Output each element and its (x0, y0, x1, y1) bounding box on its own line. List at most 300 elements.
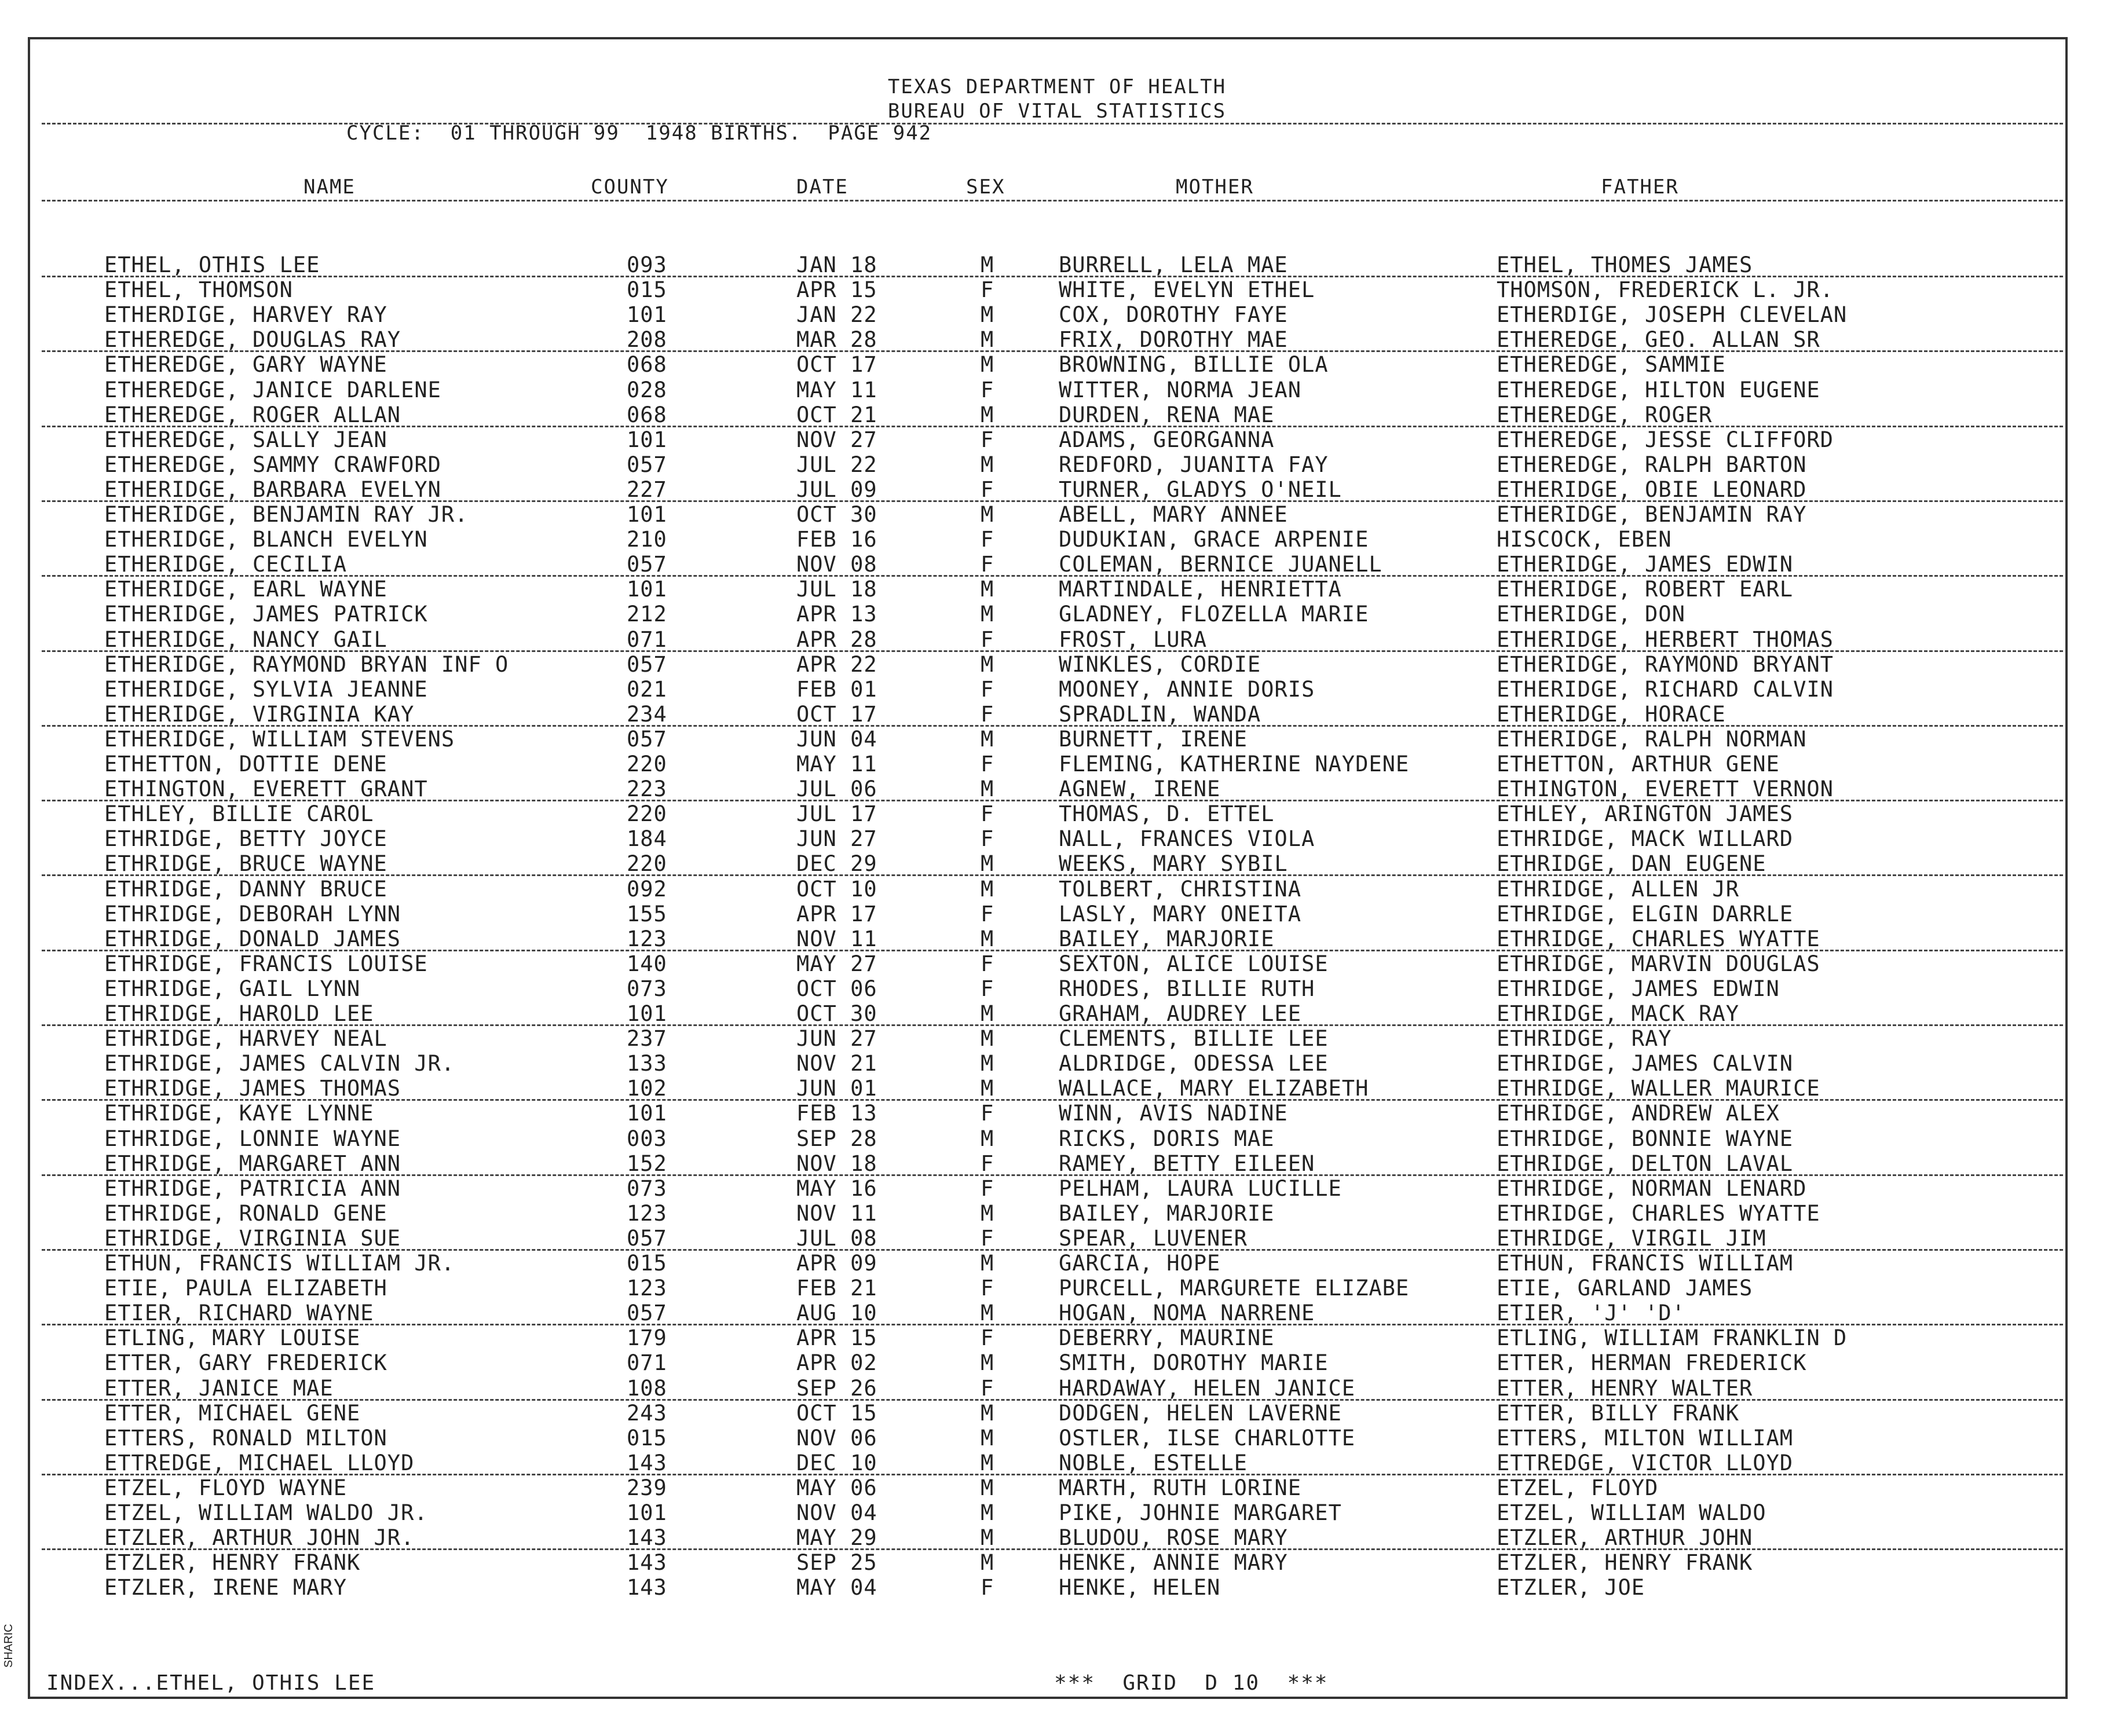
cell-father: ETHRIDGE, BONNIE WAYNE (1497, 1126, 1794, 1151)
cell-date: JUL 09 (796, 477, 877, 502)
cell-mother: SPEAR, LUVENER (1059, 1225, 1248, 1251)
cell-mother: WALLACE, MARY ELIZABETH (1059, 1076, 1369, 1101)
cell-mother: GRAHAM, AUDREY LEE (1059, 1001, 1301, 1026)
cell-father: ETHERIDGE, RAYMOND BRYANT (1497, 651, 1834, 677)
cell-name: ETHEREDGE, DOUGLAS RAY (104, 327, 401, 353)
cell-name: ETHRIDGE, LONNIE WAYNE (104, 1126, 401, 1151)
cell-date: DEC 29 (796, 851, 877, 877)
cell-father: ETHLEY, ARINGTON JAMES (1497, 801, 1794, 827)
cell-date: MAY 16 (796, 1175, 877, 1201)
cell-date: FEB 01 (796, 676, 877, 702)
cell-date: APR 13 (796, 602, 877, 627)
cell-date: NOV 08 (796, 552, 877, 577)
cell-sex: F (981, 427, 994, 452)
table-row (0, 1376, 2114, 1400)
cell-date: APR 22 (796, 651, 877, 677)
index-footer: INDEX...ETHEL, OTHIS LEE (46, 1671, 376, 1695)
cell-mother: TURNER, GLADYS O'NEIL (1059, 477, 1342, 502)
table-row (0, 1350, 2114, 1375)
cell-father: ETTER, BILLY FRANK (1497, 1400, 1739, 1426)
cell-county: 101 (627, 577, 667, 602)
cell-name: ETIE, PAULA ELIZABETH (104, 1276, 387, 1301)
cell-name: ETHERIDGE, VIRGINIA KAY (104, 701, 415, 727)
cell-mother: WHITE, EVELYN ETHEL (1059, 277, 1315, 303)
cell-name: ETHRIDGE, VIRGINIA SUE (104, 1225, 401, 1251)
cell-county: 073 (627, 1175, 667, 1201)
table-row (0, 777, 2114, 801)
cell-county: 239 (627, 1475, 667, 1500)
table-row (0, 1301, 2114, 1325)
cell-father: ETHRIDGE, JAMES CALVIN (1497, 1051, 1794, 1076)
table-row (0, 1401, 2114, 1425)
cell-name: ETTERS, RONALD MILTON (104, 1425, 387, 1451)
cell-sex: F (981, 277, 994, 303)
cell-father: ETTER, HENRY WALTER (1497, 1375, 1753, 1401)
cell-mother: DURDEN, RENA MAE (1059, 402, 1275, 427)
cell-sex: F (981, 1175, 994, 1201)
cell-sex: F (981, 901, 994, 926)
cell-mother: TOLBERT, CHRISTINA (1059, 876, 1301, 902)
cell-name: ETHRIDGE, MARGARET ANN (104, 1151, 401, 1176)
table-row (0, 801, 2114, 826)
cell-sex: M (981, 402, 994, 427)
cell-sex: F (981, 1225, 994, 1251)
cell-date: OCT 15 (796, 1400, 877, 1426)
cell-sex: M (981, 926, 994, 951)
cell-county: 220 (627, 752, 667, 777)
table-row (0, 902, 2114, 926)
cell-mother: ABELL, MARY ANNEE (1059, 502, 1288, 527)
cell-sex: M (981, 1350, 994, 1376)
cell-mother: RHODES, BILLIE RUTH (1059, 976, 1315, 1001)
cell-mother: PIKE, JOHNIE MARGARET (1059, 1500, 1342, 1525)
cell-sex: M (981, 577, 994, 602)
cell-county: 208 (627, 327, 667, 353)
table-row (0, 427, 2114, 452)
cell-county: 015 (627, 1251, 667, 1276)
cell-county: 143 (627, 1525, 667, 1551)
cell-sex: F (981, 1276, 994, 1301)
table-row (0, 502, 2114, 526)
cell-father: ETIE, GARLAND JAMES (1497, 1276, 1753, 1301)
column-header-sex: SEX (966, 175, 1005, 199)
cell-sex: M (981, 1301, 994, 1326)
cell-date: OCT 10 (796, 876, 877, 902)
cell-date: JUL 17 (796, 801, 877, 827)
cell-county: 015 (627, 1425, 667, 1451)
cell-county: 227 (627, 477, 667, 502)
cell-date: NOV 18 (796, 1151, 877, 1176)
cell-name: ETHRIDGE, HARVEY NEAL (104, 1026, 387, 1052)
table-row (0, 277, 2114, 302)
cell-county: 133 (627, 1051, 667, 1076)
table-row (0, 1276, 2114, 1300)
cell-name: ETHERIDGE, JAMES PATRICK (104, 602, 428, 627)
cell-name: ETHRIDGE, DONALD JAMES (104, 926, 401, 951)
cell-date: APR 02 (796, 1350, 877, 1376)
cell-mother: SPRADLIN, WANDA (1059, 701, 1261, 727)
cell-sex: F (981, 1325, 994, 1351)
cell-county: 152 (627, 1151, 667, 1176)
cell-mother: BLUDOU, ROSE MARY (1059, 1525, 1288, 1551)
table-row (0, 1500, 2114, 1525)
cell-mother: OSTLER, ILSE CHARLOTTE (1059, 1425, 1356, 1451)
cell-father: ETHRIDGE, CHARLES WYATTE (1497, 926, 1820, 951)
cell-father: ETHEREDGE, SAMMIE (1497, 352, 1726, 378)
cell-date: OCT 06 (796, 976, 877, 1001)
cell-sex: M (981, 1525, 994, 1551)
cell-name: ETHEL, THOMSON (104, 277, 293, 303)
cell-father: ETHERIDGE, HORACE (1497, 701, 1726, 727)
cell-sex: M (981, 602, 994, 627)
cell-mother: BURRELL, LELA MAE (1059, 252, 1288, 277)
cell-date: JUL 06 (796, 777, 877, 802)
cell-mother: PURCELL, MARGURETE ELIZABE (1059, 1276, 1410, 1301)
cell-sex: M (981, 1550, 994, 1576)
cell-name: ETHERIDGE, NANCY GAIL (104, 627, 387, 652)
table-row (0, 1426, 2114, 1450)
cell-date: MAY 04 (796, 1575, 877, 1601)
cell-sex: F (981, 627, 994, 652)
cell-sex: F (981, 976, 994, 1001)
cell-date: APR 09 (796, 1251, 877, 1276)
cell-father: ETHEREDGE, HILTON EUGENE (1497, 377, 1820, 402)
cell-father: ETHEREDGE, GEO. ALLAN SR (1497, 327, 1820, 353)
cell-sex: M (981, 1001, 994, 1026)
cell-father: ETHETTON, ARTHUR GENE (1497, 752, 1780, 777)
cell-mother: BAILEY, MARJORIE (1059, 1200, 1275, 1226)
table-row (0, 602, 2114, 626)
cell-sex: F (981, 527, 994, 552)
table-row (0, 702, 2114, 726)
cell-date: NOV 04 (796, 1500, 877, 1525)
table-row (0, 452, 2114, 477)
table-row (0, 1076, 2114, 1100)
column-header-county: COUNTY (591, 175, 669, 199)
cell-mother: BROWNING, BILLIE OLA (1059, 352, 1329, 378)
table-row (0, 1575, 2114, 1599)
cell-date: FEB 16 (796, 527, 877, 552)
cell-name: ETHERIDGE, RAYMOND BRYAN INF O (104, 651, 509, 677)
cell-mother: RAMEY, BETTY EILEEN (1059, 1151, 1315, 1176)
cell-county: 057 (627, 1301, 667, 1326)
cell-name: ETTER, JANICE MAE (104, 1375, 334, 1401)
cell-date: JUL 08 (796, 1225, 877, 1251)
cell-mother: REDFORD, JUANITA FAY (1059, 452, 1329, 477)
cell-mother: WEEKS, MARY SYBIL (1059, 851, 1288, 877)
table-row (0, 652, 2114, 676)
cell-father: ETHRIDGE, RAY (1497, 1026, 1672, 1052)
cell-county: 212 (627, 602, 667, 627)
cell-mother: LASLY, MARY ONEITA (1059, 901, 1301, 926)
cell-name: ETHEREDGE, SAMMY CRAWFORD (104, 452, 441, 477)
cell-sex: F (981, 552, 994, 577)
cell-father: ETLING, WILLIAM FRANKLIN D (1497, 1325, 1848, 1351)
cell-name: ETHINGTON, EVERETT GRANT (104, 777, 428, 802)
cell-father: ETTREDGE, VICTOR LLOYD (1497, 1450, 1794, 1475)
cell-sex: M (981, 502, 994, 527)
cell-county: 143 (627, 1450, 667, 1475)
table-row (0, 1525, 2114, 1550)
cell-sex: M (981, 1076, 994, 1101)
cell-sex: F (981, 1151, 994, 1176)
cell-father: ETZEL, FLOYD (1497, 1475, 1659, 1500)
cell-name: ETHERIDGE, SYLVIA JEANNE (104, 676, 428, 702)
cell-county: 057 (627, 726, 667, 752)
cell-mother: COX, DOROTHY FAYE (1059, 302, 1288, 328)
table-row (0, 252, 2114, 277)
cell-name: ETHRIDGE, DANNY BRUCE (104, 876, 387, 902)
cell-date: JUN 01 (796, 1076, 877, 1101)
table-row (0, 302, 2114, 327)
cell-mother: HENKE, HELEN (1059, 1575, 1221, 1601)
cell-name: ETZLER, ARTHUR JOHN JR. (104, 1525, 415, 1551)
table-row (0, 1451, 2114, 1475)
cell-county: 243 (627, 1400, 667, 1426)
cell-date: OCT 21 (796, 402, 877, 427)
cell-mother: PELHAM, LAURA LUCILLE (1059, 1175, 1342, 1201)
cell-sex: M (981, 252, 994, 277)
cell-date: SEP 25 (796, 1550, 877, 1576)
table-row (0, 402, 2114, 427)
cell-father: ETHERIDGE, BENJAMIN RAY (1497, 502, 1807, 527)
cell-county: 015 (627, 277, 667, 303)
cell-mother: HARDAWAY, HELEN JANICE (1059, 1375, 1356, 1401)
cell-sex: M (981, 1400, 994, 1426)
table-row (0, 527, 2114, 551)
cell-name: ETHRIDGE, JAMES THOMAS (104, 1076, 401, 1101)
cell-father: ETHERIDGE, HERBERT THOMAS (1497, 627, 1834, 652)
cell-county: 071 (627, 627, 667, 652)
table-row (0, 1201, 2114, 1225)
column-header-mother: MOTHER (1176, 175, 1254, 199)
grid-footer: *** GRID D 10 *** (1054, 1671, 1329, 1695)
cell-father: ETHRIDGE, CHARLES WYATTE (1497, 1200, 1820, 1226)
cell-mother: MARTH, RUTH LORINE (1059, 1475, 1301, 1500)
cell-county: 123 (627, 926, 667, 951)
cell-name: ETHEREDGE, ROGER ALLAN (104, 402, 401, 427)
cell-date: JUL 22 (796, 452, 877, 477)
cell-mother: NOBLE, ESTELLE (1059, 1450, 1248, 1475)
document-title: TEXAS DEPARTMENT OF HEALTH (887, 75, 1227, 98)
cell-county: 143 (627, 1550, 667, 1576)
cell-father: ETIER, 'J' 'D' (1497, 1301, 1685, 1326)
cell-father: ETHERIDGE, RICHARD CALVIN (1497, 676, 1834, 702)
cell-name: ETHERIDGE, BARBARA EVELYN (104, 477, 441, 502)
cell-name: ETHRIDGE, RONALD GENE (104, 1200, 387, 1226)
cell-name: ETHRIDGE, FRANCIS LOUISE (104, 951, 428, 976)
cell-sex: M (981, 1026, 994, 1052)
cell-county: 057 (627, 1225, 667, 1251)
cell-father: ETHRIDGE, DAN EUGENE (1497, 851, 1766, 877)
table-row (0, 1550, 2114, 1574)
cell-county: 143 (627, 1575, 667, 1601)
table-row (0, 951, 2114, 976)
cell-county: 123 (627, 1276, 667, 1301)
cell-father: ETHEREDGE, JESSE CLIFFORD (1497, 427, 1834, 452)
cell-father: ETHERIDGE, RALPH NORMAN (1497, 726, 1807, 752)
cell-father: ETHRIDGE, WALLER MAURICE (1497, 1076, 1820, 1101)
cell-county: 184 (627, 826, 667, 852)
cell-mother: SMITH, DOROTHY MARIE (1059, 1350, 1329, 1376)
cell-father: ETZLER, HENRY FRANK (1497, 1550, 1753, 1576)
cell-county: 155 (627, 901, 667, 926)
cell-father: ETHERIDGE, OBIE LEONARD (1497, 477, 1807, 502)
cell-sex: F (981, 377, 994, 402)
table-row (0, 1126, 2114, 1151)
cell-date: MAY 06 (796, 1475, 877, 1500)
cell-sex: M (981, 851, 994, 877)
cell-father: ETHRIDGE, DELTON LAVAL (1497, 1151, 1794, 1176)
cell-county: 101 (627, 502, 667, 527)
cell-name: ETHRIDGE, JAMES CALVIN JR. (104, 1051, 455, 1076)
cell-name: ETHERIDGE, BLANCH EVELYN (104, 527, 428, 552)
cell-mother: WINN, AVIS NADINE (1059, 1101, 1288, 1126)
cell-date: JUN 27 (796, 826, 877, 852)
cell-county: 021 (627, 676, 667, 702)
side-label: SHARIC (2, 1624, 15, 1668)
cell-name: ETHERDIGE, HARVEY RAY (104, 302, 387, 328)
cell-date: JUN 27 (796, 1026, 877, 1052)
cell-mother: ALDRIDGE, ODESSA LEE (1059, 1051, 1329, 1076)
cell-father: ETHEREDGE, RALPH BARTON (1497, 452, 1807, 477)
cell-mother: SEXTON, ALICE LOUISE (1059, 951, 1329, 976)
cell-county: 102 (627, 1076, 667, 1101)
cell-county: 220 (627, 801, 667, 827)
table-row (0, 1026, 2114, 1050)
cell-sex: F (981, 676, 994, 702)
cell-name: ETHRIDGE, BRUCE WAYNE (104, 851, 387, 877)
cell-mother: FRIX, DOROTHY MAE (1059, 327, 1288, 353)
cell-mother: GLADNEY, FLOZELLA MARIE (1059, 602, 1369, 627)
cell-name: ETHRIDGE, BETTY JOYCE (104, 826, 387, 852)
cell-county: 220 (627, 851, 667, 877)
cell-mother: GARCIA, HOPE (1059, 1251, 1221, 1276)
cell-sex: M (981, 777, 994, 802)
table-row (0, 1251, 2114, 1275)
cell-sex: M (981, 352, 994, 378)
cell-sex: M (981, 1251, 994, 1276)
cell-county: 071 (627, 1350, 667, 1376)
cell-father: ETHRIDGE, ELGIN DARRLE (1497, 901, 1794, 926)
cell-sex: M (981, 1500, 994, 1525)
table-row (0, 677, 2114, 701)
cell-date: MAR 28 (796, 327, 877, 353)
cell-father: ETZLER, ARTHUR JOHN (1497, 1525, 1753, 1551)
table-row (0, 1176, 2114, 1200)
cell-date: JUN 04 (796, 726, 877, 752)
cell-father: ETHRIDGE, ANDREW ALEX (1497, 1101, 1780, 1126)
cell-name: ETHUN, FRANCIS WILLIAM JR. (104, 1251, 455, 1276)
cell-mother: DEBERRY, MAURINE (1059, 1325, 1275, 1351)
cell-name: ETZLER, IRENE MARY (104, 1575, 347, 1601)
cell-county: 210 (627, 527, 667, 552)
cell-date: APR 17 (796, 901, 877, 926)
cell-date: APR 15 (796, 1325, 877, 1351)
cell-date: NOV 11 (796, 1200, 877, 1226)
table-row (0, 1051, 2114, 1075)
cell-name: ETIER, RICHARD WAYNE (104, 1301, 374, 1326)
cell-father: ETHRIDGE, NORMAN LENARD (1497, 1175, 1807, 1201)
table-row (0, 851, 2114, 876)
cell-county: 234 (627, 701, 667, 727)
table-row (0, 752, 2114, 776)
table-row (0, 877, 2114, 901)
table-row (0, 552, 2114, 576)
cell-date: NOV 27 (796, 427, 877, 452)
cell-father: ETHRIDGE, VIRGIL JIM (1497, 1225, 1766, 1251)
cell-county: 057 (627, 552, 667, 577)
cell-sex: F (981, 701, 994, 727)
cell-name: ETTER, GARY FREDERICK (104, 1350, 387, 1376)
cell-mother: FROST, LURA (1059, 627, 1208, 652)
cell-name: ETHEREDGE, SALLY JEAN (104, 427, 387, 452)
cell-father: ETHRIDGE, MARVIN DOUGLAS (1497, 951, 1820, 976)
cell-father: ETHEREDGE, ROGER (1497, 402, 1713, 427)
cell-mother: DUDUKIAN, GRACE ARPENIE (1059, 527, 1369, 552)
cell-date: MAY 11 (796, 752, 877, 777)
table-row (0, 1475, 2114, 1500)
cell-mother: CLEMENTS, BILLIE LEE (1059, 1026, 1329, 1052)
cell-county: 101 (627, 427, 667, 452)
cell-date: JAN 22 (796, 302, 877, 328)
cell-mother: COLEMAN, BERNICE JUANELL (1059, 552, 1382, 577)
cell-name: ETHRIDGE, PATRICIA ANN (104, 1175, 401, 1201)
table-row (0, 352, 2114, 376)
cell-father: ETTER, HERMAN FREDERICK (1497, 1350, 1807, 1376)
cell-father: ETHRIDGE, MACK WILLARD (1497, 826, 1794, 852)
cell-father: THOMSON, FREDERICK L. JR. (1497, 277, 1834, 303)
cell-county: 093 (627, 252, 667, 277)
cell-date: FEB 21 (796, 1276, 877, 1301)
cell-sex: M (981, 651, 994, 677)
table-row (0, 1101, 2114, 1125)
cell-name: ETZEL, FLOYD WAYNE (104, 1475, 347, 1500)
table-row (0, 1001, 2114, 1026)
table-row (0, 1226, 2114, 1250)
cell-sex: M (981, 876, 994, 902)
cell-county: 108 (627, 1375, 667, 1401)
cell-mother: RICKS, DORIS MAE (1059, 1126, 1275, 1151)
table-row (0, 826, 2114, 851)
cell-name: ETHERIDGE, BENJAMIN RAY JR. (104, 502, 469, 527)
cell-sex: M (981, 1425, 994, 1451)
cell-county: 003 (627, 1126, 667, 1151)
cell-mother: THOMAS, D. ETTEL (1059, 801, 1275, 827)
cell-date: MAY 11 (796, 377, 877, 402)
cell-name: ETZLER, HENRY FRANK (104, 1550, 361, 1576)
cell-date: MAY 29 (796, 1525, 877, 1551)
cycle-info: CYCLE: 01 THROUGH 99 1948 BIRTHS. PAGE 942 (346, 122, 932, 145)
cell-date: APR 15 (796, 277, 877, 303)
cell-county: 101 (627, 1101, 667, 1126)
cell-name: ETTREDGE, MICHAEL LLOYD (104, 1450, 415, 1475)
cell-sex: F (981, 826, 994, 852)
cell-name: ETHETTON, DOTTIE DENE (104, 752, 387, 777)
cell-date: OCT 30 (796, 1001, 877, 1026)
cell-county: 092 (627, 876, 667, 902)
cell-sex: M (981, 1450, 994, 1475)
table-row (0, 627, 2114, 651)
cell-date: JUL 18 (796, 577, 877, 602)
cell-county: 179 (627, 1325, 667, 1351)
cell-date: AUG 10 (796, 1301, 877, 1326)
cell-father: ETHERIDGE, ROBERT EARL (1497, 577, 1794, 602)
table-row (0, 926, 2114, 951)
cell-sex: F (981, 951, 994, 976)
cell-name: ETHEREDGE, GARY WAYNE (104, 352, 387, 378)
cell-father: ETHRIDGE, ALLEN JR (1497, 876, 1739, 902)
